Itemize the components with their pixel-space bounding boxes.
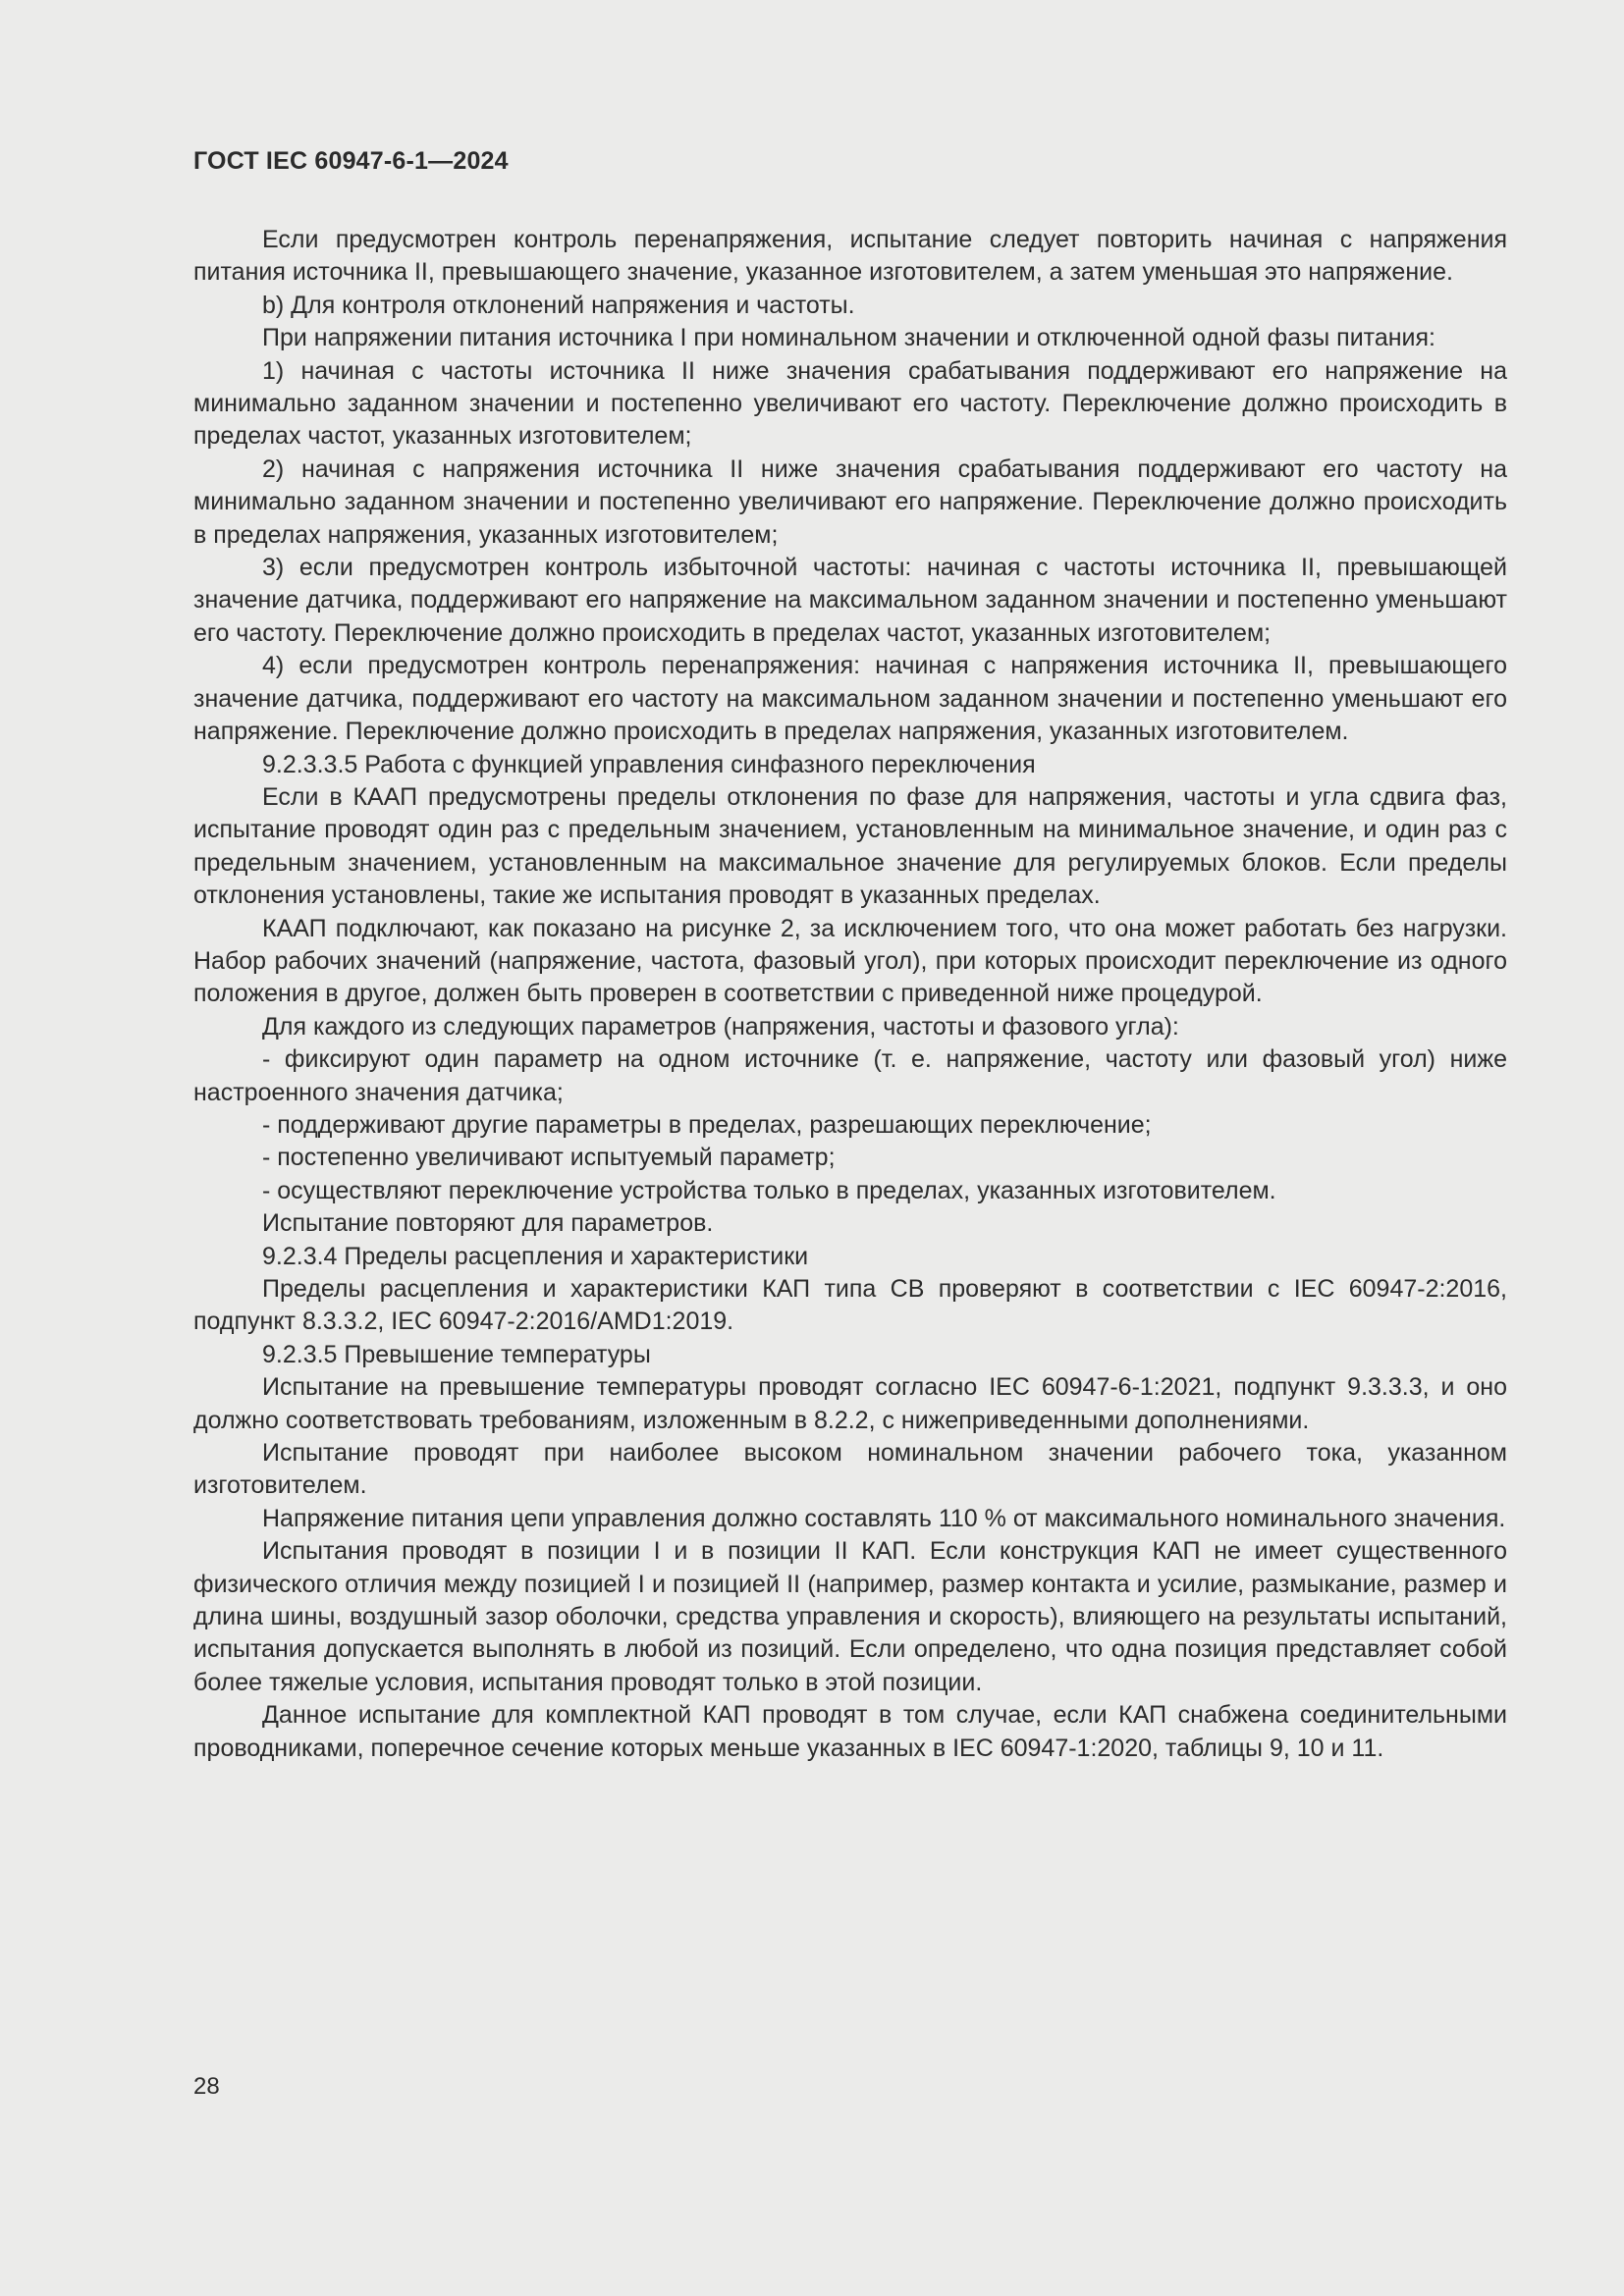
paragraph: Если предусмотрен контроль перенапряжения, испытание следует повторить начиная с напряжения питания источника II, превышающего значение, указанное изготовителем, а затем уменьшая это напряжение. bbox=[193, 226, 1507, 287]
list-item: - постепенно увеличивают испытуемый параметр; bbox=[262, 1144, 836, 1172]
list-item: - осуществляют переключение устройства только в пределах, указанных изготовителем. bbox=[262, 1176, 1276, 1204]
list-item: - поддерживают другие параметры в пределах, разрешающих переключение; bbox=[262, 1110, 1152, 1139]
document-body bbox=[193, 224, 1507, 1765]
paragraph: Испытание проводят при наиболее высоком номинальном значении рабочего тока, указанном изготовителем. bbox=[193, 1439, 1507, 1500]
list-item: 1) начиная с частоты источника II ниже значения срабатывания поддерживают его напряжение на минимально заданном значении и постепенно увеличивают его частоту. Переключение должно происходить в пределах частот, указанных изготовителем; bbox=[193, 356, 1507, 451]
list-item: 4) если предусмотрен контроль перенапряжения: начиная с напряжения источника II, превышающего значение датчика, поддерживают его частоту на максимальном заданном значении и постепенно уменьшают его напряжение. Переключение должно происходить в пределах напряжения, указанных изготовителем. bbox=[193, 652, 1507, 746]
list-item: 2) начиная с напряжения источника II ниже значения срабатывания поддерживают его частоту на минимально заданном значении и постепенно увеличивают его напряжение. Переключение должно происходить в пределах напряжения, указанных изготовителем; bbox=[193, 454, 1507, 549]
paragraph: Данное испытание для комплектной КАП проводят в том случае, если КАП снабжена соединительными проводниками, поперечное сечение которых меньше указанных в IEC 60947-1:2020, таблицы 9, 10 и 11. bbox=[193, 1701, 1507, 1762]
paragraph: КААП подключают, как показано на рисунке 2, за исключением того, что она может работать без нагрузки. Набор рабочих значений (напряжение, частота, фазовый угол), при которых происходит переключение из одного положения в другое, должен быть проверен в соответствии с приведенной ниже процедурой. bbox=[193, 914, 1507, 1008]
list-item: b) Для контроля отклонений напряжения и частоты. bbox=[262, 291, 855, 319]
paragraph: Пределы расцепления и характеристики КАП типа CB проверяют в соответствии с IEC 60947-2:2016, подпункт 8.3.3.2, IEC 60947-2:2016/AMD1:2019. bbox=[193, 1275, 1507, 1336]
document-header: ГОСТ IEC 60947-6-1—2024 bbox=[193, 147, 509, 175]
paragraph: При напряжении питания источника I при номинальном значении и отключенной одной фазы питания: bbox=[262, 324, 1435, 352]
paragraph: Испытания проводят в позиции I и в позиции II КАП. Если конструкция КАП не имеет существенного физического отличия между позицией I и позицией II (например, размер контакта и усилие, размыкание, размер и длина шины, воздушный зазор оболочки, средства управления и скорость), влияющего на результаты испытаний, испытания допускается выполнять в любой из позиций. Если определено, что одна позиция представляет собой более тяжелые условия, испытания проводят только в этой позиции. bbox=[193, 1537, 1507, 1696]
paragraph: Испытание на превышение температуры проводят согласно IEC 60947-6-1:2021, подпункт 9.3.3.3, и оно должно соответствовать требованиям, изложенным в 8.2.2, с нижеприведенными дополнениями. bbox=[193, 1373, 1507, 1434]
section-heading: 9.2.3.3.5 Работа с функцией управления синфазного переключения bbox=[262, 750, 1036, 778]
paragraph: Для каждого из следующих параметров (напряжения, частоты и фазового угла): bbox=[262, 1012, 1179, 1041]
paragraph: Испытание повторяют для параметров. bbox=[262, 1209, 714, 1238]
section-heading: 9.2.3.4 Пределы расцепления и характеристики bbox=[262, 1242, 809, 1270]
page-number: 28 bbox=[193, 2073, 220, 2100]
list-item: 3) если предусмотрен контроль избыточной частоты: начиная с частоты источника II, превышающей значение датчика, поддерживают его напряжение на максимальном заданном значении и постепенно уменьшают его частоту. Переключение должно происходить в пределах частот, указанных изготовителем; bbox=[193, 554, 1507, 647]
paragraph: Напряжение питания цепи управления должно составлять 110 % от максимального номинального значения. bbox=[262, 1504, 1506, 1532]
section-heading: 9.2.3.5 Превышение температуры bbox=[262, 1340, 651, 1368]
list-item: - фиксируют один параметр на одном источнике (т. е. напряжение, частоту или фазовый угол) ниже настроенного значения датчика; bbox=[193, 1045, 1507, 1106]
paragraph: Если в КААП предусмотрены пределы отклонения по фазе для напряжения, частоты и угла сдвига фаз, испытание проводят один раз с предельным значением, установленным на минимальное значение, и один раз с предельным значением, установленным на максимальное значение для регулируемых блоков. Если пределы отклонения установлены, такие же испытания проводят в указанных пределах. bbox=[193, 782, 1507, 910]
